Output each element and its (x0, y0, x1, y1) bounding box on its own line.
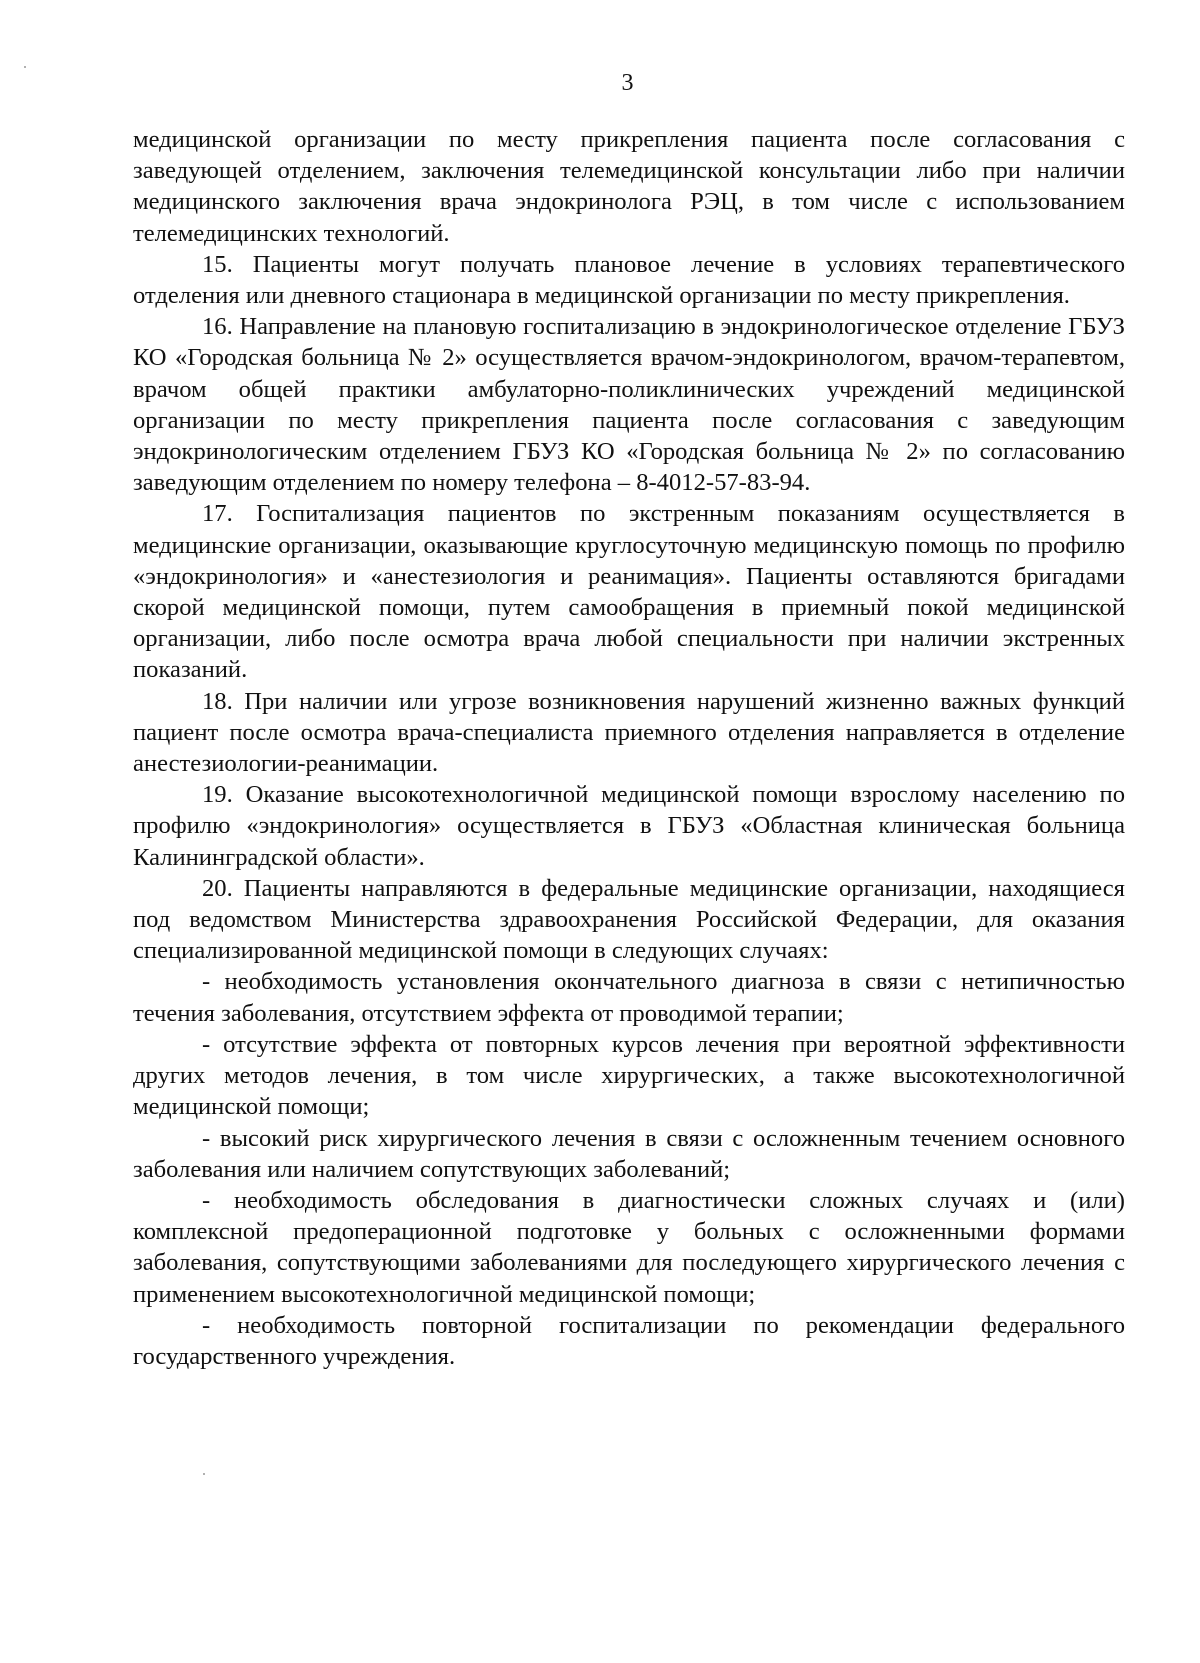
paragraph-19: 19. Оказание высокотехнологичной медицинской помощи взрослому населению по профилю «эндокринология» осуществляется в ГБУЗ «Областная клиническая больница Калининградской области». (133, 781, 1125, 871)
list-item: - отсутствие эффекта от повторных курсов лечения при вероятной эффективности других методов лечения, в том числе хирургических, а также высокотехнологичной медицинской помощи; (133, 1030, 1125, 1121)
list-item: - необходимость установления окончательного диагноза в связи с нетипичностью течения заболевания, отсутствием эффекта от проводимой терапии; (133, 968, 1125, 1027)
scan-speck (24, 66, 26, 68)
list-item: - необходимость обследования в диагностически сложных случаях и (или) комплексной предоперационной подготовке у больных с осложненными формами заболевания, сопутствующими заболеваниями для последующего хирургического лечения с применением высокотехнологичной медицинской помощи; (133, 1186, 1125, 1308)
paragraph-15: 15. Пациенты могут получать плановое лечение в условиях терапевтического отделения или дневного стационара в медицинской организации по месту прикрепления. (133, 250, 1125, 310)
list-item: - необходимость повторной госпитализации по рекомендации федерального государственного учреждения. (133, 1311, 1125, 1370)
paragraph-18: 18. При наличии или угрозе возникновения нарушений жизненно важных функций пациент после осмотра врача-специалиста приемного отделения направляется в отделение анестезиологии-реанимации. (133, 687, 1125, 778)
paragraph-20: 20. Пациенты направляются в федеральные медицинские организации, находящиеся под ведомством Министерства здравоохранения Российской Федерации, для оказания специализированной медицинской помощи в следующих случаях: (133, 874, 1125, 965)
scan-speck (203, 1473, 205, 1475)
document-body (133, 124, 1125, 1372)
paragraph-16: 16. Направление на плановую госпитализацию в эндокринологическое отделение ГБУЗ КО «Городская больница № 2» осуществляется врачом-эндокринологом, врачом-терапевтом, врачом общей практики амбулаторно-поликлинических учреждений медицинской организации по месту прикрепления пациента после согласования с заведующим эндокринологическим отделением ГБУЗ КО «Городская больница № 2» по согласованию заведующим отделением по номеру телефона – 8-4012-57-83-94. (133, 313, 1125, 497)
paragraph-continuation: медицинской организации по месту прикрепления пациента после согласования с заведующей отделением, заключения телемедицинской консультации либо при наличии медицинского заключения врача эндокринолога РЭЦ, в том числе с использованием телемедицинских технологий. (133, 126, 1125, 247)
page-number: 3 (621, 70, 634, 96)
list-item: - высокий риск хирургического лечения в связи с осложненным течением основного заболевания или наличием сопутствующих заболеваний; (133, 1124, 1125, 1183)
paragraph-17: 17. Госпитализация пациентов по экстренным показаниям осуществляется в медицинские организации, оказывающие круглосуточную медицинскую помощь по профилю «эндокринология» и «анестезиология и реанимация». Пациенты оставляются бригадами скорой медицинской помощи, путем самообращения в приемный покой медицинской организации, либо после осмотра врача любой специальности при наличии экстренных показаний. (133, 500, 1125, 684)
